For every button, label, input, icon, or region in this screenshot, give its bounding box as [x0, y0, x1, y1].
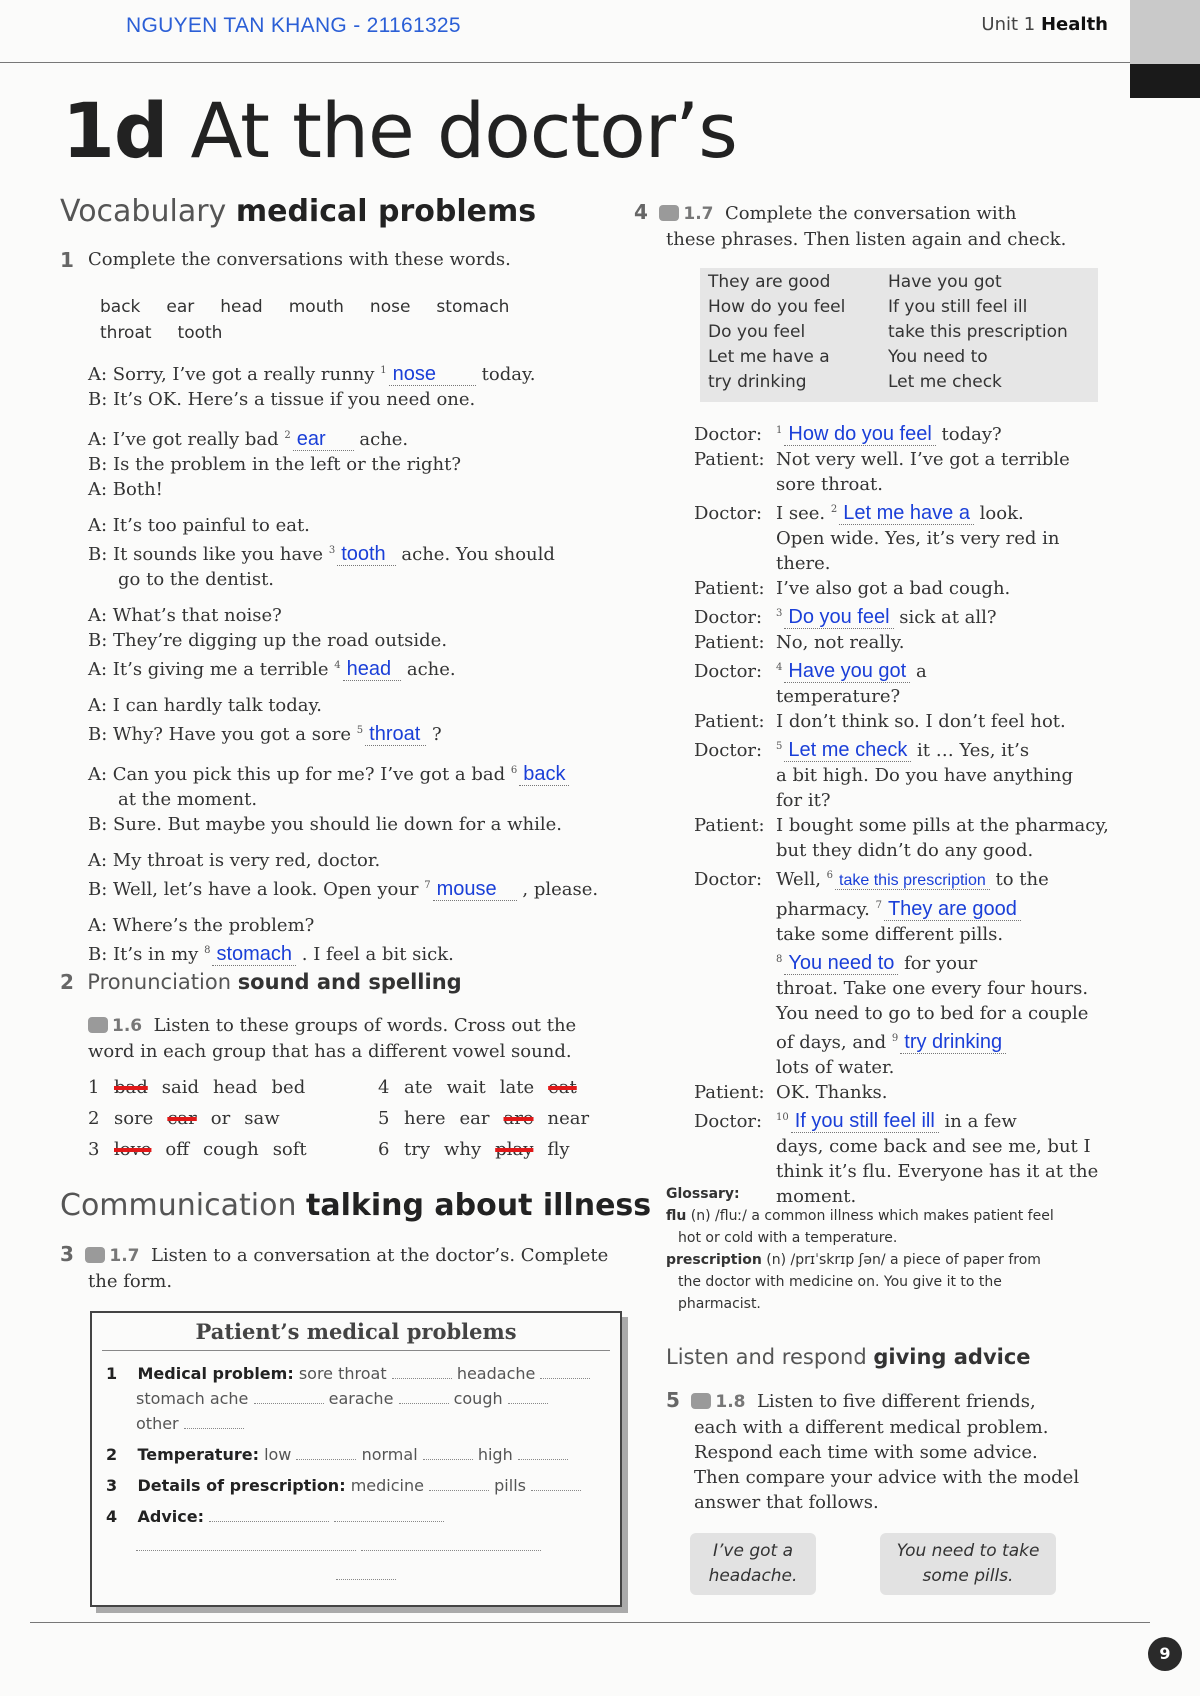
answer-4[interactable]: head	[343, 658, 402, 681]
pron-word[interactable]: cough	[203, 1139, 259, 1160]
conversation-5: A: I can hardly talk today. B: Why? Have you got a sore $^5$ throat ?	[88, 695, 442, 745]
dialog-answer-1[interactable]: How do you feel	[784, 423, 935, 446]
student-name: NGUYEN TAN KHANG - 21161325	[126, 14, 461, 37]
dialog-text: in a few	[938, 1111, 1017, 1132]
conversation-2: A: I’ve got really bad $^2$ ear ache. B: Is the problem in the left or the right? A: Both!	[88, 428, 461, 500]
dialog-line	[694, 976, 1124, 1001]
conversation-1: A: Sorry, I’ve got a really runny $^1$ nose today. B: It’s OK. Here’s a tissue if you need one.	[88, 363, 536, 410]
dialog-line	[694, 1026, 1124, 1055]
dialog-answer-6[interactable]: take this prescription	[835, 872, 990, 890]
patient-form: Patient’s medical problems 1 Medical problem: sore throat headache stomach ache earache cough other 2 Temperature: low normal high 3 Details of prescription: medicine pills 4 Advice:	[90, 1311, 622, 1607]
crossed-out-word[interactable]: love	[114, 1139, 152, 1160]
pron-word[interactable]: late	[499, 1077, 535, 1098]
dialog-answer-3[interactable]: Do you feel	[784, 606, 893, 629]
answer-8[interactable]: stomach	[212, 943, 296, 966]
pron-heading: 2 Pronunciation sound and spelling	[60, 970, 462, 994]
dialog-text: take some different pills.	[776, 924, 1004, 945]
speech-bubble-advice: You need to take some pills.	[880, 1533, 1056, 1595]
dialog-line	[694, 1159, 1124, 1184]
phrase-box: They are good How do you feel Do you feel Let me have a try drinking Have you got If you still feel ill take this prescription You need to Let me check	[700, 268, 1098, 402]
pron-word[interactable]: ear	[459, 1108, 490, 1129]
dialog-answer-5[interactable]: Let me check	[784, 739, 911, 762]
dialog-text: today?	[935, 424, 1002, 445]
dialog-text: for it?	[776, 790, 831, 811]
page-tab	[1130, 0, 1200, 64]
form-title: Patient’s medical problems	[102, 1313, 610, 1351]
speaker-label: Doctor:	[694, 424, 763, 445]
conversation-6: A: Can you pick this up for me? I’ve got a bad $^6$ back at the moment. B: Sure. But maybe you should lie down for a while.	[88, 758, 628, 837]
dialog-line	[694, 1080, 1124, 1105]
audio-cd-icon	[85, 1247, 105, 1263]
page-tab-marker	[1130, 64, 1200, 98]
unit-label: Unit 1 Health	[981, 14, 1108, 35]
speaker-label: Doctor:	[694, 503, 763, 524]
dialog-text: throat. Take one every four hours.	[776, 978, 1089, 999]
dialog-text: I bought some pills at the pharmacy,	[776, 815, 1109, 836]
doctor-dialog	[694, 418, 1124, 1209]
gap-number: 8	[776, 954, 783, 965]
pron-group	[88, 1103, 294, 1134]
gap-number: 3	[776, 608, 783, 619]
dialog-answer-9[interactable]: try drinking	[900, 1031, 1006, 1054]
ex4-instructions: 4 1.7 Complete the conversation with these phrases. Then listen again and check.	[634, 200, 1067, 250]
dialog-line	[694, 655, 1124, 684]
answer-5[interactable]: throat	[365, 723, 426, 746]
gap-number: 10	[776, 1112, 789, 1123]
dialog-line	[694, 947, 1124, 976]
speech-bubble-problem: I’ve got a headache.	[690, 1533, 816, 1595]
answer-7[interactable]: mouse	[433, 878, 517, 901]
dialog-text: look.	[973, 503, 1024, 524]
speaker-label: Doctor:	[694, 869, 763, 890]
pron-group-number: 4	[378, 1077, 390, 1098]
speaker-label: Doctor:	[694, 607, 763, 628]
speaker-label: Patient:	[694, 449, 765, 470]
vocab-heading: Vocabulary medical problems	[60, 194, 537, 229]
crossed-out-word[interactable]: bad	[114, 1077, 148, 1098]
comm-instructions: 3 1.7 Listen to a conversation at the doctor’s. Complete the form.	[60, 1242, 609, 1292]
crossed-out-word[interactable]: are	[503, 1108, 534, 1129]
dialog-line	[694, 1134, 1124, 1159]
dialog-text: a bit high. Do you have anything	[776, 765, 1073, 786]
pron-word[interactable]: here	[404, 1108, 446, 1129]
dialog-line	[694, 838, 1124, 863]
answer-6[interactable]: back	[519, 763, 569, 786]
pron-word[interactable]: or	[210, 1108, 231, 1129]
form-row-prescription: 3 Details of prescription: medicine pills	[106, 1473, 606, 1498]
dialog-line	[694, 526, 1124, 551]
gap-number: 7	[875, 900, 882, 911]
pron-group	[88, 1072, 319, 1103]
dialog-line	[694, 1055, 1124, 1080]
dialog-text: temperature?	[776, 686, 901, 707]
pron-word[interactable]: off	[165, 1139, 190, 1160]
speaker-label: Patient:	[694, 632, 765, 653]
header-rule	[0, 62, 1130, 63]
dialog-line	[694, 684, 1124, 709]
pron-group-number: 2	[88, 1108, 100, 1129]
page-title: 1d At the doctor’s	[62, 86, 737, 175]
pron-word[interactable]: bed	[271, 1077, 306, 1098]
speaker-label: Patient:	[694, 578, 765, 599]
dialog-line	[694, 601, 1124, 630]
dialog-answer-2[interactable]: Let me have a	[839, 502, 974, 525]
dialog-text: I see.	[776, 503, 831, 524]
pron-word[interactable]: why	[444, 1139, 482, 1160]
dialog-line	[694, 576, 1124, 601]
gap-number: 6	[826, 870, 834, 881]
conversation-7: A: My throat is very red, doctor. B: Well, let’s have a look. Open your $^7$ mouse , please.	[88, 850, 599, 900]
dialog-line	[694, 863, 1124, 893]
conversation-4: A: What’s that noise? B: They’re digging up the road outside. A: It’s giving me a terrible $^4$ head ache.	[88, 605, 456, 680]
dialog-text: pharmacy.	[776, 899, 876, 920]
dialog-answer-10[interactable]: If you still feel ill	[791, 1110, 939, 1133]
pron-instructions: 1.6 Listen to these groups of words. Cross out the word in each group that has a different vowel sound.	[88, 1015, 577, 1062]
gap-number: 5	[776, 741, 783, 752]
pron-word[interactable]: ate	[404, 1077, 433, 1098]
listen-instructions: 5 1.8 Listen to five different friends, each with a different medical problem. Respond each time with some advice. Then compare your advice with the model answer that follows.	[666, 1388, 1080, 1513]
dialog-line	[694, 788, 1124, 813]
dialog-text: moment.	[776, 1186, 857, 1207]
speaker-label: Patient:	[694, 1082, 765, 1103]
pron-word[interactable]: soft	[272, 1139, 307, 1160]
dialog-text: sick at all?	[893, 607, 997, 628]
pron-group	[378, 1072, 591, 1103]
listen-heading: Listen and respond giving advice	[666, 1345, 1031, 1369]
dialog-text: of days, and	[776, 1032, 892, 1053]
speaker-label: Doctor:	[694, 661, 763, 682]
dialog-answer-7[interactable]: They are good	[884, 898, 1021, 921]
pron-group	[378, 1103, 603, 1134]
dialog-line	[694, 922, 1124, 947]
pron-word[interactable]: try	[404, 1139, 431, 1160]
answer-3[interactable]: tooth	[337, 543, 395, 566]
pron-word[interactable]: saw	[244, 1108, 280, 1129]
gap-number: 4	[776, 662, 783, 673]
gap-number: 9	[891, 1033, 899, 1044]
gap-number: 1	[776, 425, 783, 436]
answer-2[interactable]: ear	[293, 428, 354, 451]
dialog-answer-4[interactable]: Have you got	[784, 660, 910, 683]
dialog-line	[694, 497, 1124, 526]
footer-rule	[30, 1622, 1150, 1623]
comm-heading: Communication talking about illness	[60, 1188, 652, 1223]
crossed-out-word[interactable]: car	[167, 1108, 197, 1129]
dialog-line	[694, 472, 1124, 497]
crossed-out-word[interactable]: eat	[548, 1077, 577, 1098]
crossed-out-word[interactable]: play	[495, 1139, 534, 1160]
speaker-label: Doctor:	[694, 1111, 763, 1132]
glossary: Glossary: flu (n) /fluː/ a common illness which makes patient feel hot or cold with a temperature. prescription (n) /prɪˈskrɪp ʃən/ a piece of paper from the doctor with medicine on. You give it to the pharmacist.	[666, 1186, 1054, 1312]
pron-word[interactable]: sore	[114, 1108, 154, 1129]
audio-cd-icon	[88, 1017, 108, 1033]
pron-group-number: 1	[88, 1077, 100, 1098]
dialog-line	[694, 893, 1124, 922]
dialog-line	[694, 418, 1124, 447]
dialog-text: I don’t think so. I don’t feel hot.	[776, 711, 1066, 732]
audio-cd-icon	[659, 205, 679, 221]
ex1-conversations	[88, 358, 628, 967]
conversation-8: A: Where’s the problem? B: It’s in my $^8$ stomach . I feel a bit sick.	[88, 915, 454, 965]
dialog-text: lots of water.	[776, 1057, 895, 1078]
dialog-line	[694, 734, 1124, 763]
speaker-label: Patient:	[694, 711, 765, 732]
speaker-label: Doctor:	[694, 740, 763, 761]
dialog-text: for your	[898, 953, 978, 974]
pron-group-number: 5	[378, 1108, 390, 1129]
answer-1[interactable]: nose	[389, 363, 476, 386]
word-box: back ear head mouth nose stomach throat tooth	[100, 297, 510, 343]
pron-word[interactable]: wait	[446, 1077, 486, 1098]
audio-cd-icon	[691, 1393, 711, 1409]
form-row-medical-problem: 1 Medical problem: sore throat headache	[106, 1361, 606, 1386]
dialog-text: there.	[776, 553, 831, 574]
dialog-line	[694, 709, 1124, 734]
form-row-advice: 4 Advice:	[106, 1504, 606, 1529]
gap-number: 2	[830, 504, 838, 515]
page-number: 9	[1148, 1637, 1182, 1671]
dialog-line	[694, 551, 1124, 576]
form-row-temperature: 2 Temperature: low normal high	[106, 1442, 606, 1467]
dialog-text: but they didn’t do any good.	[776, 840, 1034, 861]
ex1-number: 1	[60, 248, 74, 272]
pron-group-number: 3	[88, 1139, 100, 1160]
dialog-text: You need to go to bed for a couple	[776, 1003, 1089, 1024]
ex1-instructions: Complete the conversations with these words.	[88, 249, 511, 270]
dialog-text: days, come back and see me, but I	[776, 1136, 1091, 1157]
speaker-label: Patient:	[694, 815, 765, 836]
dialog-text: sore throat.	[776, 474, 884, 495]
dialog-line	[694, 763, 1124, 788]
dialog-text: No, not really.	[776, 632, 905, 653]
dialog-text: Open wide. Yes, it’s very red in	[776, 528, 1060, 549]
dialog-line	[694, 630, 1124, 655]
dialog-text: to the	[989, 869, 1049, 890]
pron-word[interactable]: head	[213, 1077, 258, 1098]
pron-group-number: 6	[378, 1139, 390, 1160]
dialog-answer-8[interactable]: You need to	[784, 952, 898, 975]
pron-word[interactable]: said	[161, 1077, 200, 1098]
pron-group	[88, 1134, 321, 1165]
dialog-text: OK. Thanks.	[776, 1082, 888, 1103]
dialog-text: think it’s flu. Everyone has it at the	[776, 1161, 1099, 1182]
dialog-line	[694, 813, 1124, 838]
pron-word[interactable]: fly	[547, 1139, 570, 1160]
dialog-text: Well,	[776, 869, 827, 890]
dialog-text: a	[910, 661, 927, 682]
pron-group	[378, 1134, 584, 1165]
dialog-text: Not very well. I’ve got a terrible	[776, 449, 1070, 470]
dialog-line	[694, 1105, 1124, 1134]
dialog-text: it … Yes, it’s	[911, 740, 1030, 761]
pron-word[interactable]: near	[547, 1108, 590, 1129]
conversation-3: A: It’s too painful to eat. B: It sounds like you have $^3$ tooth ache. You should go to the dentist.	[88, 515, 555, 590]
dialog-line	[694, 1001, 1124, 1026]
dialog-text: I’ve also got a bad cough.	[776, 578, 1011, 599]
dialog-line	[694, 447, 1124, 472]
